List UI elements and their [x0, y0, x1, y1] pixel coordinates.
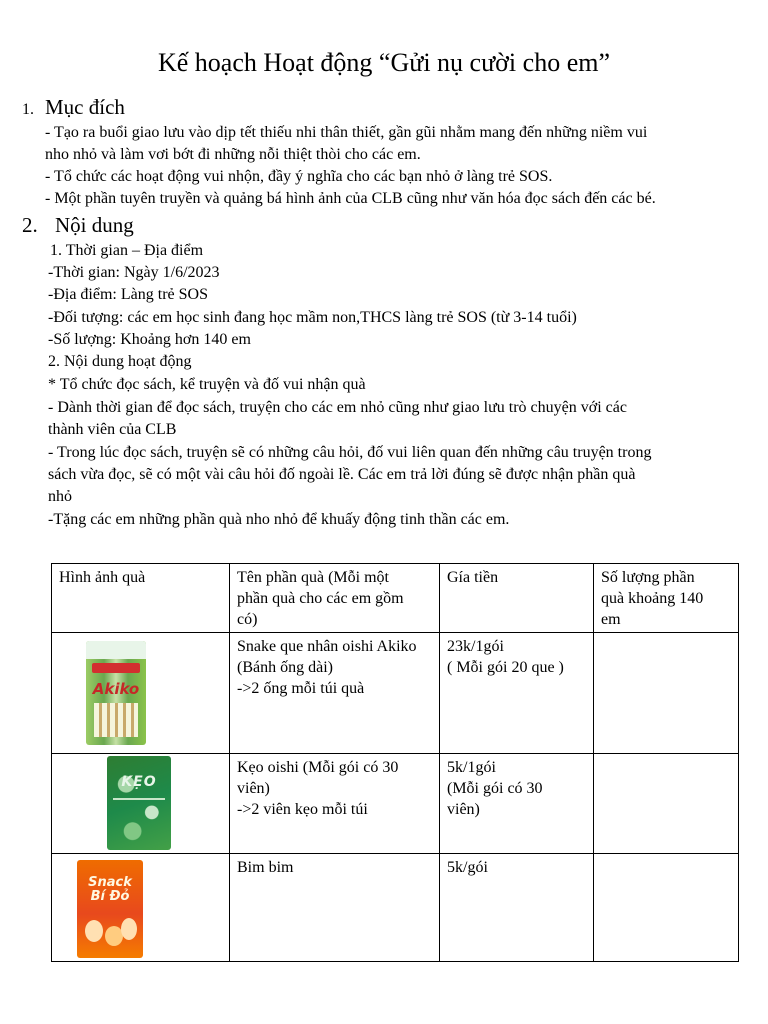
- section-1-line: - Tạo ra buổi giao lưu vào dịp tết thiếu nhi thân thiết, gần gũi nhằm mang đến những niềm vui: [45, 124, 648, 141]
- section-1-line: - Tổ chức các hoạt động vui nhộn, đầy ý nghĩa cho các bạn nhỏ ở làng trẻ SOS.: [45, 168, 553, 185]
- gift-price-cell: 5k/1gói (Mỗi gói có 30 viên): [440, 754, 594, 854]
- keo-label: KẸO: [121, 774, 157, 790]
- header-cell-name: Tên phần quà (Mỗi một phần quà cho các em gồm có): [230, 564, 440, 633]
- header-cell-quantity: Số lượng phần quà khoảng 140 em: [594, 564, 739, 633]
- section-2-number: 2.: [22, 213, 38, 237]
- section-2-line: 1. Thời gian – Địa điểm: [50, 242, 204, 259]
- section-2-line: 2. Nội dung hoạt động: [48, 353, 192, 370]
- snack-bi-do-label: Snack Bí Đỏ: [88, 875, 132, 904]
- gift-image-cell: [52, 854, 230, 962]
- gift-name-cell: Kẹo oishi (Mỗi gói có 30 viên) ->2 viên kẹo mỗi túi: [230, 754, 440, 854]
- section-2-line: nhỏ: [48, 488, 72, 505]
- section-2-line: -Địa điểm: Làng trẻ SOS: [48, 286, 208, 303]
- gift-quantity-cell: [594, 854, 739, 962]
- akiko-label: Akiko: [92, 680, 140, 698]
- akiko-snack-package-image: [86, 641, 146, 745]
- section-2-line: sách vừa đọc, sẽ có một vài câu hỏi đố ngoài lề. Các em trả lời đúng sẽ được nhận phần quà: [48, 466, 636, 483]
- section-1-heading: [22, 94, 125, 123]
- table-row: [52, 754, 739, 854]
- table-header-row: [52, 564, 739, 633]
- table-row: [52, 854, 739, 962]
- table-row: [52, 633, 739, 754]
- section-2-line: -Số lượng: Khoảng hơn 140 em: [48, 331, 251, 348]
- section-2-line: -Thời gian: Ngày 1/6/2023: [48, 264, 220, 281]
- section-1-number: 1.: [22, 101, 34, 118]
- gift-price-cell: 5k/gói: [440, 854, 594, 962]
- document-title: Kế hoạch Hoạt động “Gửi nụ cười cho em”: [157, 48, 611, 77]
- keo-candy-package-image: [107, 756, 171, 850]
- section-2-title: Nội dung: [55, 213, 134, 237]
- section-2-line: -Đối tượng: các em học sinh đang học mầm non,THCS làng trẻ SOS (từ 3-14 tuổi): [48, 309, 577, 326]
- section-2-line: - Dành thời gian để đọc sách, truyện cho các em nhỏ cũng như giao lưu trò chuyện với các: [48, 399, 627, 416]
- section-2-heading: [22, 212, 134, 238]
- header-cell-image: Hình ảnh quà: [52, 564, 230, 633]
- gift-image-cell: [52, 754, 230, 854]
- section-2-line: thành viên của CLB: [48, 421, 177, 438]
- gift-quantity-cell: [594, 633, 739, 754]
- section-1-title: Mục đích: [45, 95, 125, 119]
- section-2-line: * Tổ chức đọc sách, kể truyện và đố vui nhận quà: [48, 376, 366, 393]
- gift-image-cell: [52, 633, 230, 754]
- section-2-line: - Trong lúc đọc sách, truyện sẽ có những câu hỏi, đố vui liên quan đến những câu truyện trong: [48, 444, 652, 461]
- section-1-line: nho nhỏ và làm vơi bớt đi những nỗi thiệt thòi cho các em.: [45, 146, 421, 163]
- gift-price-cell: 23k/1gói ( Mỗi gói 20 que ): [440, 633, 594, 754]
- gift-name-cell: Snake que nhân oishi Akiko (Bánh ống dài) ->2 ống mỗi túi quà: [230, 633, 440, 754]
- section-1-line: - Một phần tuyên truyền và quảng bá hình ảnh của CLB cũng như văn hóa đọc sách đến các bé.: [45, 190, 656, 207]
- header-cell-price: Gía tiền: [440, 564, 594, 633]
- section-2-line: -Tặng các em những phần quà nho nhỏ để khuấy động tinh thần các em.: [48, 511, 510, 528]
- snack-bi-do-package-image: [77, 860, 143, 958]
- gift-name-cell: Bim bim: [230, 854, 440, 962]
- gift-quantity-cell: [594, 754, 739, 854]
- gift-table: [51, 563, 739, 962]
